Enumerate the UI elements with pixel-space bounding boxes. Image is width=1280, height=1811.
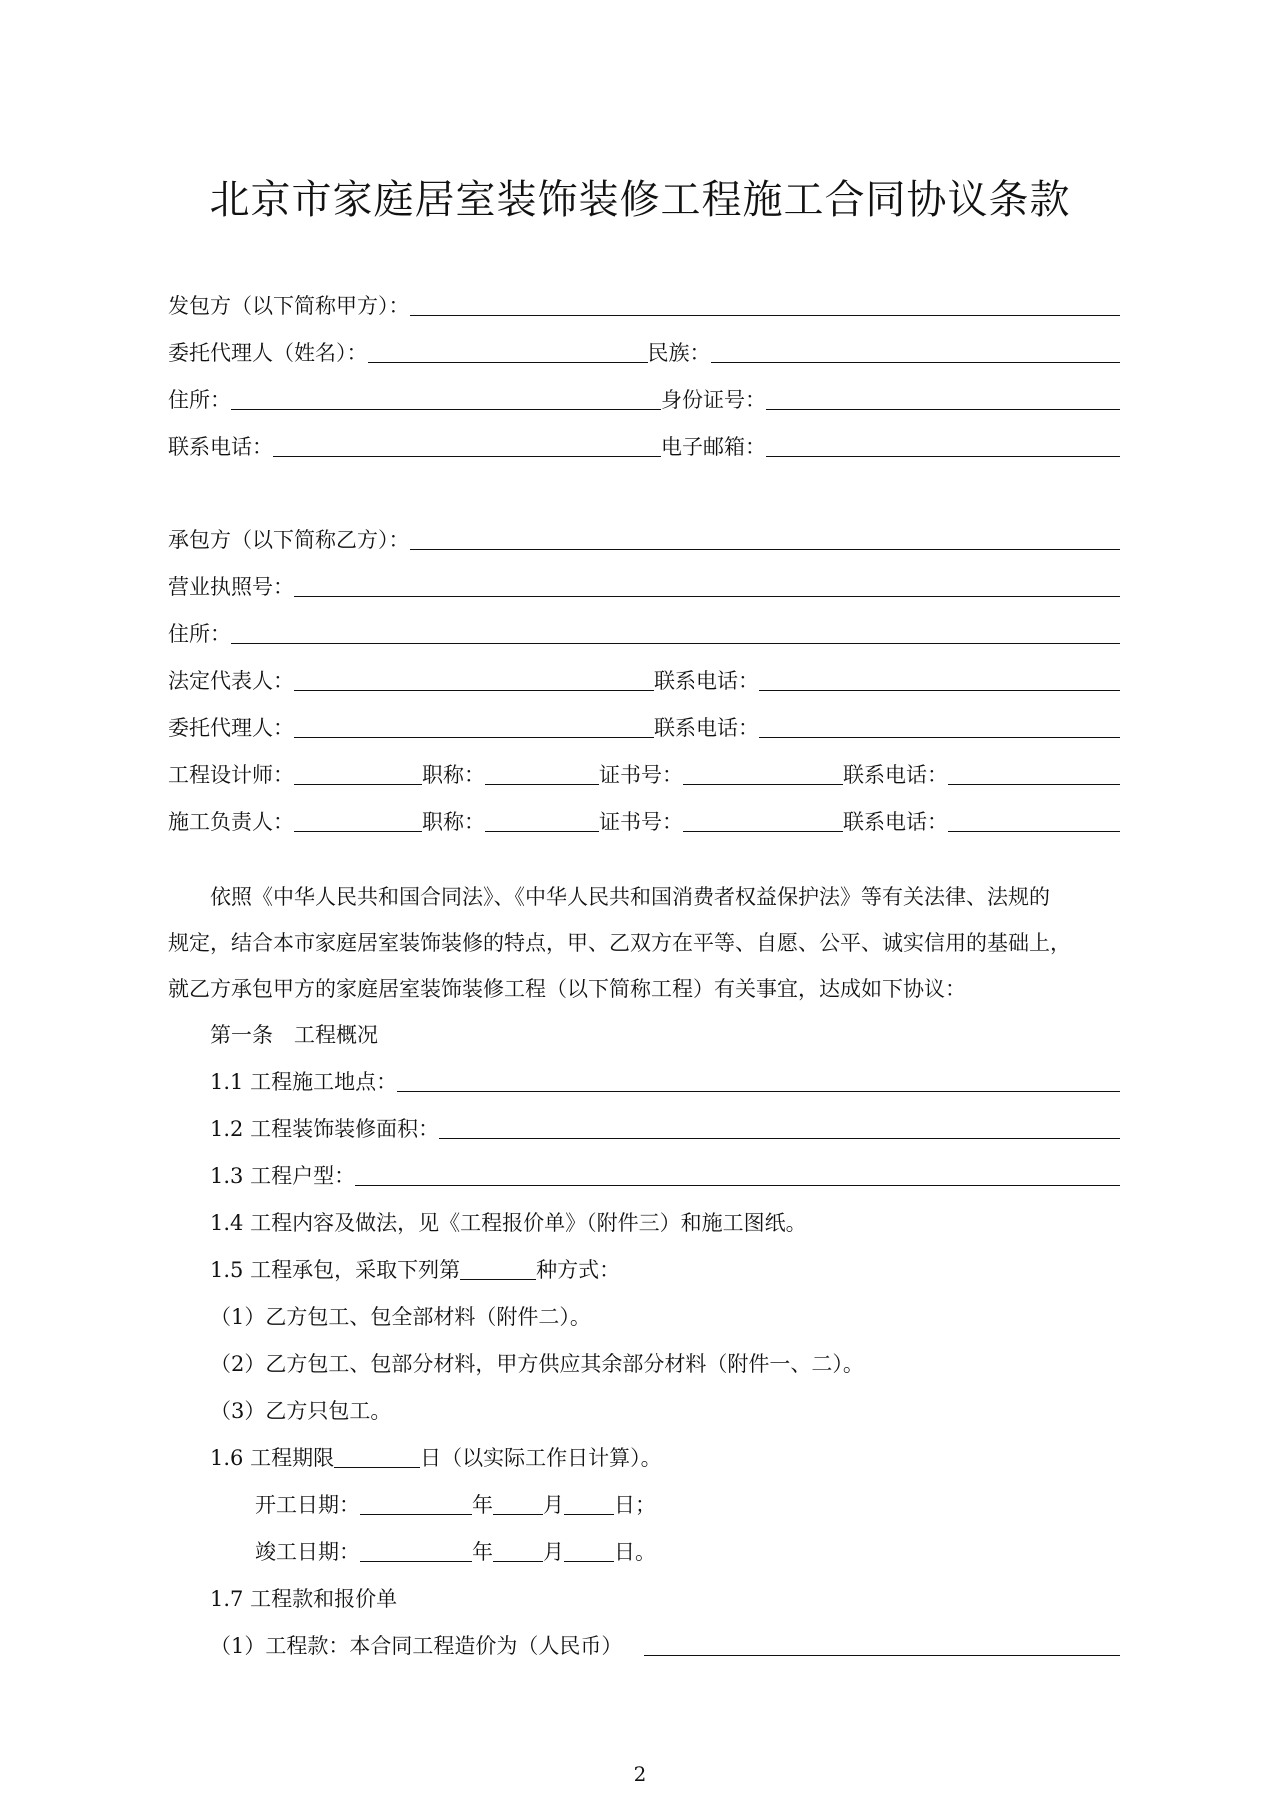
item-1-7-row [210, 1579, 1120, 1613]
item-1-6-row [210, 1438, 1120, 1472]
page-number: 2 [633, 1762, 647, 1786]
item-1-2-label: 1.2 工程装饰装修面积： [210, 1117, 440, 1141]
party-b-legal-rep-field[interactable] [294, 689, 654, 691]
party-a-phone-label: 联系电话： [168, 435, 273, 459]
party-b-phone-field-1[interactable] [759, 689, 1120, 691]
option-1-row [210, 1297, 1120, 1331]
party-b-address-label: 住所： [168, 622, 231, 646]
item-1-2-field[interactable] [439, 1137, 1120, 1139]
party-b-license-label: 营业执照号： [168, 575, 294, 599]
article-1-heading-row [210, 1015, 1120, 1049]
party-b-designer-label: 工程设计师： [168, 763, 294, 787]
end-day-field[interactable] [564, 1560, 614, 1562]
party-b-license-row [168, 567, 1120, 601]
item-1-7-1-field[interactable] [644, 1654, 1120, 1656]
party-b-manager-row [168, 802, 1120, 836]
party-b-agent-field[interactable] [294, 736, 654, 738]
party-a-name-label: 发包方（以下简称甲方）： [168, 294, 410, 318]
party-a-email-label: 电子邮箱： [661, 435, 766, 459]
option-2-text: （2）乙方包工、包部分材料，甲方供应其余部分材料（附件一、二）。 [210, 1352, 864, 1376]
option-2-row [210, 1344, 1120, 1378]
party-b-manager-phone-field[interactable] [948, 830, 1120, 832]
party-a-phone-field[interactable] [273, 455, 661, 457]
party-b-manager-label: 施工负责人： [168, 810, 294, 834]
start-year-label: 年 [472, 1493, 493, 1517]
item-1-2-row [210, 1109, 1120, 1143]
item-1-6-field[interactable] [334, 1466, 420, 1468]
party-a-name-row [168, 286, 1120, 320]
party-a-agent-row [168, 333, 1120, 367]
party-b-name-row [168, 520, 1120, 554]
preamble-line-3: 就乙方承包甲方的家庭居室装饰装修工程（以下简称工程）有关事宜，达成如下协议： [168, 977, 966, 1001]
end-year-label: 年 [472, 1540, 493, 1564]
party-b-designer-cert-label: 证书号： [599, 763, 683, 787]
party-b-designer-phone-label: 联系电话： [843, 763, 948, 787]
party-b-designer-row [168, 755, 1120, 789]
party-a-ethnicity-label: 民族： [647, 341, 711, 365]
item-1-7-1-label: （1）工程款：本合同工程造价为（人民币） [210, 1634, 623, 1658]
end-date-punct: 。 [635, 1540, 656, 1564]
party-a-id-label: 身份证号： [661, 388, 766, 412]
item-1-1-label: 1.1 工程施工地点： [210, 1070, 398, 1094]
item-1-3-label: 1.3 工程户型： [210, 1164, 356, 1188]
end-month-label: 月 [543, 1540, 564, 1564]
party-b-phone-label-1: 联系电话： [654, 669, 759, 693]
party-a-address-row [168, 380, 1120, 414]
party-b-manager-title-field[interactable] [485, 830, 599, 832]
party-b-phone-label-2: 联系电话： [654, 716, 759, 740]
item-1-5-label-b: 种方式： [536, 1258, 621, 1282]
party-b-address-row [168, 614, 1120, 648]
end-month-field[interactable] [493, 1560, 543, 1562]
party-b-manager-title-label: 职称： [422, 810, 485, 834]
party-b-designer-phone-field[interactable] [948, 783, 1120, 785]
item-1-4-row [210, 1203, 1120, 1237]
end-year-field[interactable] [360, 1560, 472, 1562]
party-b-name-field[interactable] [410, 548, 1121, 550]
party-b-designer-title-field[interactable] [485, 783, 599, 785]
item-1-6-label-b: 日（以实际工作日计算）。 [420, 1446, 662, 1470]
item-1-1-row [210, 1062, 1120, 1096]
preamble [168, 874, 1120, 1012]
party-b-manager-phone-label: 联系电话： [843, 810, 948, 834]
party-b-legal-rep-row [168, 661, 1120, 695]
start-year-field[interactable] [360, 1513, 472, 1515]
preamble-line-1: 依照《中华人民共和国合同法》、《中华人民共和国消费者权益保护法》等有关法律、法规的 [210, 885, 1050, 909]
party-a-address-field[interactable] [231, 408, 661, 410]
item-1-1-field[interactable] [397, 1090, 1120, 1092]
party-b-legal-rep-label: 法定代表人： [168, 669, 294, 693]
article-1-heading: 第一条 工程概况 [210, 1023, 378, 1047]
start-date-row [255, 1485, 1120, 1519]
party-b-designer-cert-field[interactable] [683, 783, 843, 785]
party-b-designer-title-label: 职称： [422, 763, 485, 787]
party-a-name-field[interactable] [410, 314, 1121, 316]
item-1-7-heading: 1.7 工程款和报价单 [210, 1587, 398, 1611]
start-day-field[interactable] [564, 1513, 614, 1515]
party-b-manager-cert-label: 证书号： [599, 810, 683, 834]
item-1-6-label-a: 1.6 工程期限 [210, 1446, 335, 1470]
item-1-5-label-a: 1.5 工程承包，采取下列第 [210, 1258, 461, 1282]
item-1-5-field[interactable] [460, 1278, 536, 1280]
party-b-agent-label: 委托代理人： [168, 716, 294, 740]
item-1-7-1-row [210, 1626, 1120, 1660]
party-b-license-field[interactable] [294, 595, 1120, 597]
end-day-label: 日 [614, 1540, 635, 1564]
end-date-label: 竣工日期： [255, 1540, 360, 1564]
party-b-name-label: 承包方（以下简称乙方）： [168, 528, 410, 552]
party-b-manager-field[interactable] [294, 830, 422, 832]
end-date-row [255, 1532, 1120, 1566]
party-b-designer-field[interactable] [294, 783, 422, 785]
party-b-manager-cert-field[interactable] [683, 830, 843, 832]
party-b-phone-field-2[interactable] [759, 736, 1120, 738]
party-a-agent-field[interactable] [368, 361, 648, 363]
party-b-address-field[interactable] [231, 642, 1120, 644]
party-a-email-field[interactable] [766, 455, 1120, 457]
party-a-phone-row [168, 427, 1120, 461]
preamble-line-2: 规定，结合本市家庭居室装饰装修的特点，甲、乙双方在平等、自愿、公平、诚实信用的基础上， [168, 931, 1071, 955]
start-day-label: 日 [614, 1493, 635, 1517]
start-date-label: 开工日期： [255, 1493, 360, 1517]
party-a-address-label: 住所： [168, 388, 231, 412]
item-1-3-field[interactable] [355, 1184, 1120, 1186]
item-1-4-text: 1.4 工程内容及做法，见《工程报价单》（附件三）和施工图纸。 [210, 1211, 807, 1235]
option-1-text: （1）乙方包工、包全部材料（附件二）。 [210, 1305, 591, 1329]
start-month-field[interactable] [493, 1513, 543, 1515]
item-1-3-row [210, 1156, 1120, 1190]
start-date-punct: ； [635, 1493, 656, 1517]
item-1-5-row [210, 1250, 1120, 1284]
party-b-agent-row [168, 708, 1120, 742]
start-month-label: 月 [543, 1493, 564, 1517]
page-title: 北京市家庭居室装饰装修工程施工合同协议条款 [209, 177, 1071, 223]
party-a-agent-label: 委托代理人（姓名）： [168, 341, 368, 365]
option-3-row [210, 1391, 1120, 1425]
party-a-ethnicity-field[interactable] [711, 361, 1121, 363]
party-a-id-field[interactable] [766, 408, 1120, 410]
option-3-text: （3）乙方只包工。 [210, 1399, 392, 1423]
